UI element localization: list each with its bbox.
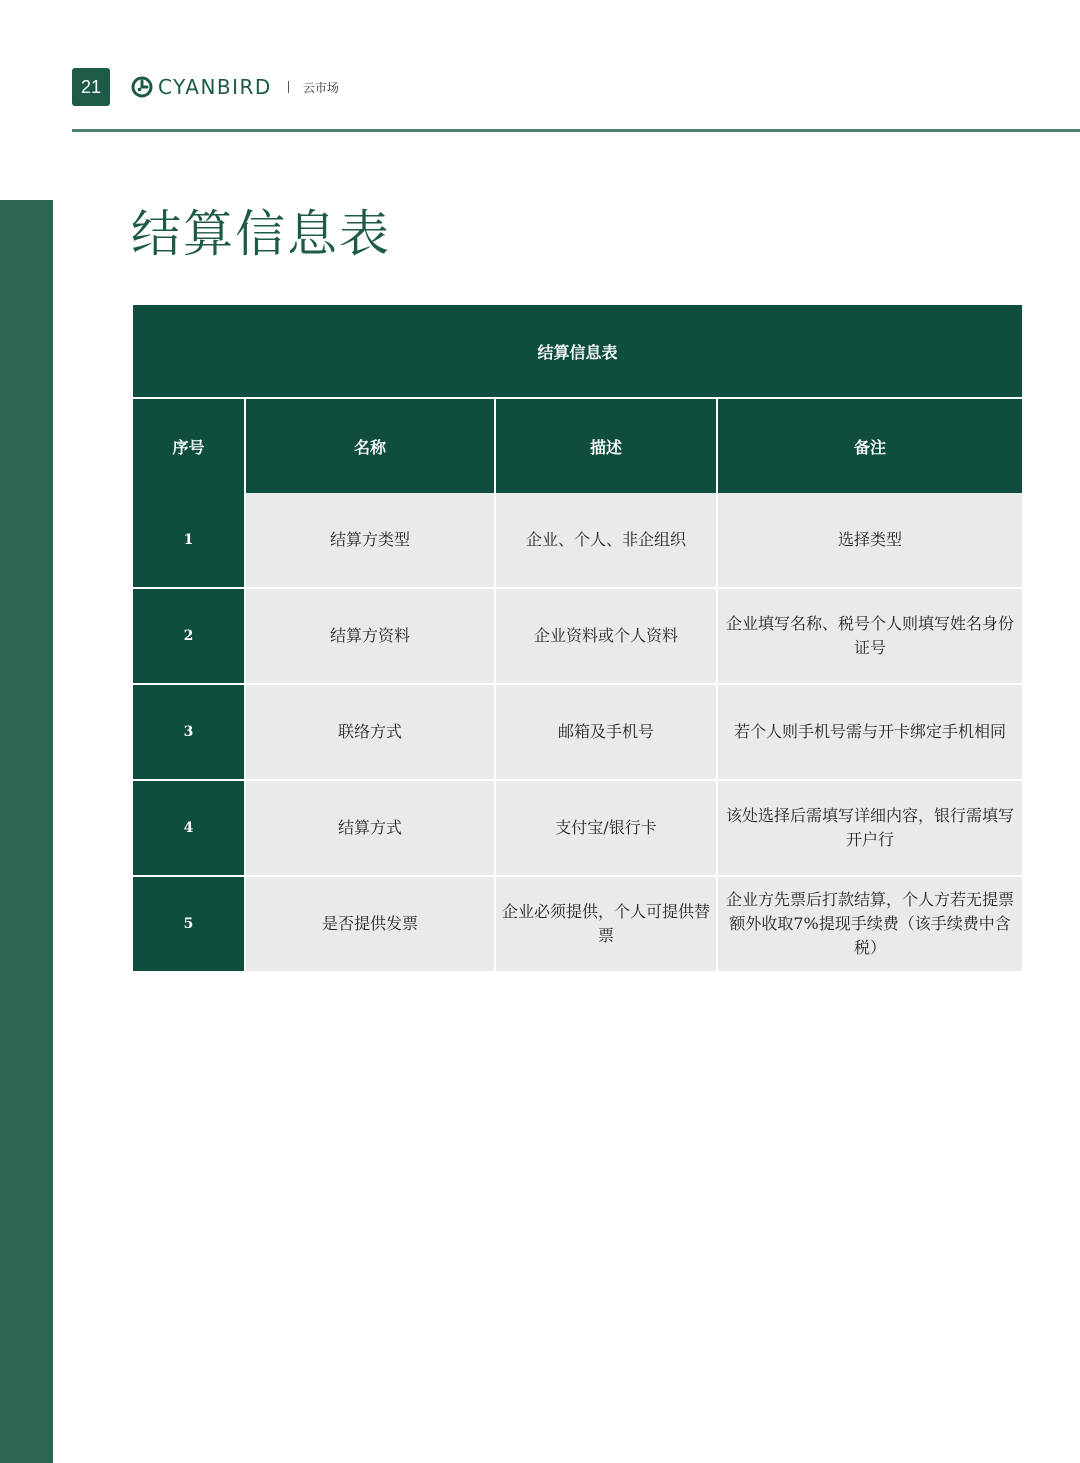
settlement-table-container: [133, 305, 1022, 971]
row-number: 5: [133, 876, 245, 971]
row-number: 2: [133, 588, 245, 684]
row-number: 4: [133, 780, 245, 876]
section-label: 云市场: [302, 80, 339, 95]
row-description: 企业、个人、非企组织: [495, 493, 717, 588]
page-header: [72, 67, 339, 107]
page-title: 结算信息表: [131, 205, 391, 263]
column-header-number: 序号: [133, 398, 245, 493]
page-number-badge: 21: [72, 68, 110, 106]
header-divider: [288, 81, 289, 93]
table-row: [133, 780, 1022, 876]
table-row: [133, 876, 1022, 971]
table-row: [133, 493, 1022, 588]
row-note: 企业方先票后打款结算，个人方若无提票额外收取7%提现手续费（该手续费中含税）: [717, 876, 1022, 971]
settlement-table: [133, 305, 1022, 971]
row-note: 选择类型: [717, 493, 1022, 588]
table-header-row: [133, 398, 1022, 493]
row-name: 结算方资料: [245, 588, 495, 684]
table-row: [133, 684, 1022, 780]
row-note: 该处选择后需填写详细内容，银行需填写开户行: [717, 780, 1022, 876]
row-description: 企业资料或个人资料: [495, 588, 717, 684]
row-number: 3: [133, 684, 245, 780]
column-header-description: 描述: [495, 398, 717, 493]
row-description: 企业必须提供，个人可提供替票: [495, 876, 717, 971]
row-name: 结算方式: [245, 780, 495, 876]
row-description: 邮箱及手机号: [495, 684, 717, 780]
brand-name: CYANBIRD: [158, 75, 272, 99]
header-rule: [72, 129, 1080, 132]
left-accent-bar: [0, 200, 53, 1463]
row-note: 若个人则手机号需与开卡绑定手机相同: [717, 684, 1022, 780]
table-caption-row: [133, 305, 1022, 398]
column-header-note: 备注: [717, 398, 1022, 493]
table-row: [133, 588, 1022, 684]
row-name: 联络方式: [245, 684, 495, 780]
row-note: 企业填写名称、税号个人则填写姓名身份证号: [717, 588, 1022, 684]
row-number: 1: [133, 493, 245, 588]
table-caption: 结算信息表: [133, 305, 1022, 398]
cyanbird-logo-icon: [130, 75, 154, 99]
column-header-name: 名称: [245, 398, 495, 493]
row-name: 是否提供发票: [245, 876, 495, 971]
row-name: 结算方类型: [245, 493, 495, 588]
brand-logo: [130, 75, 272, 99]
row-description: 支付宝/银行卡: [495, 780, 717, 876]
